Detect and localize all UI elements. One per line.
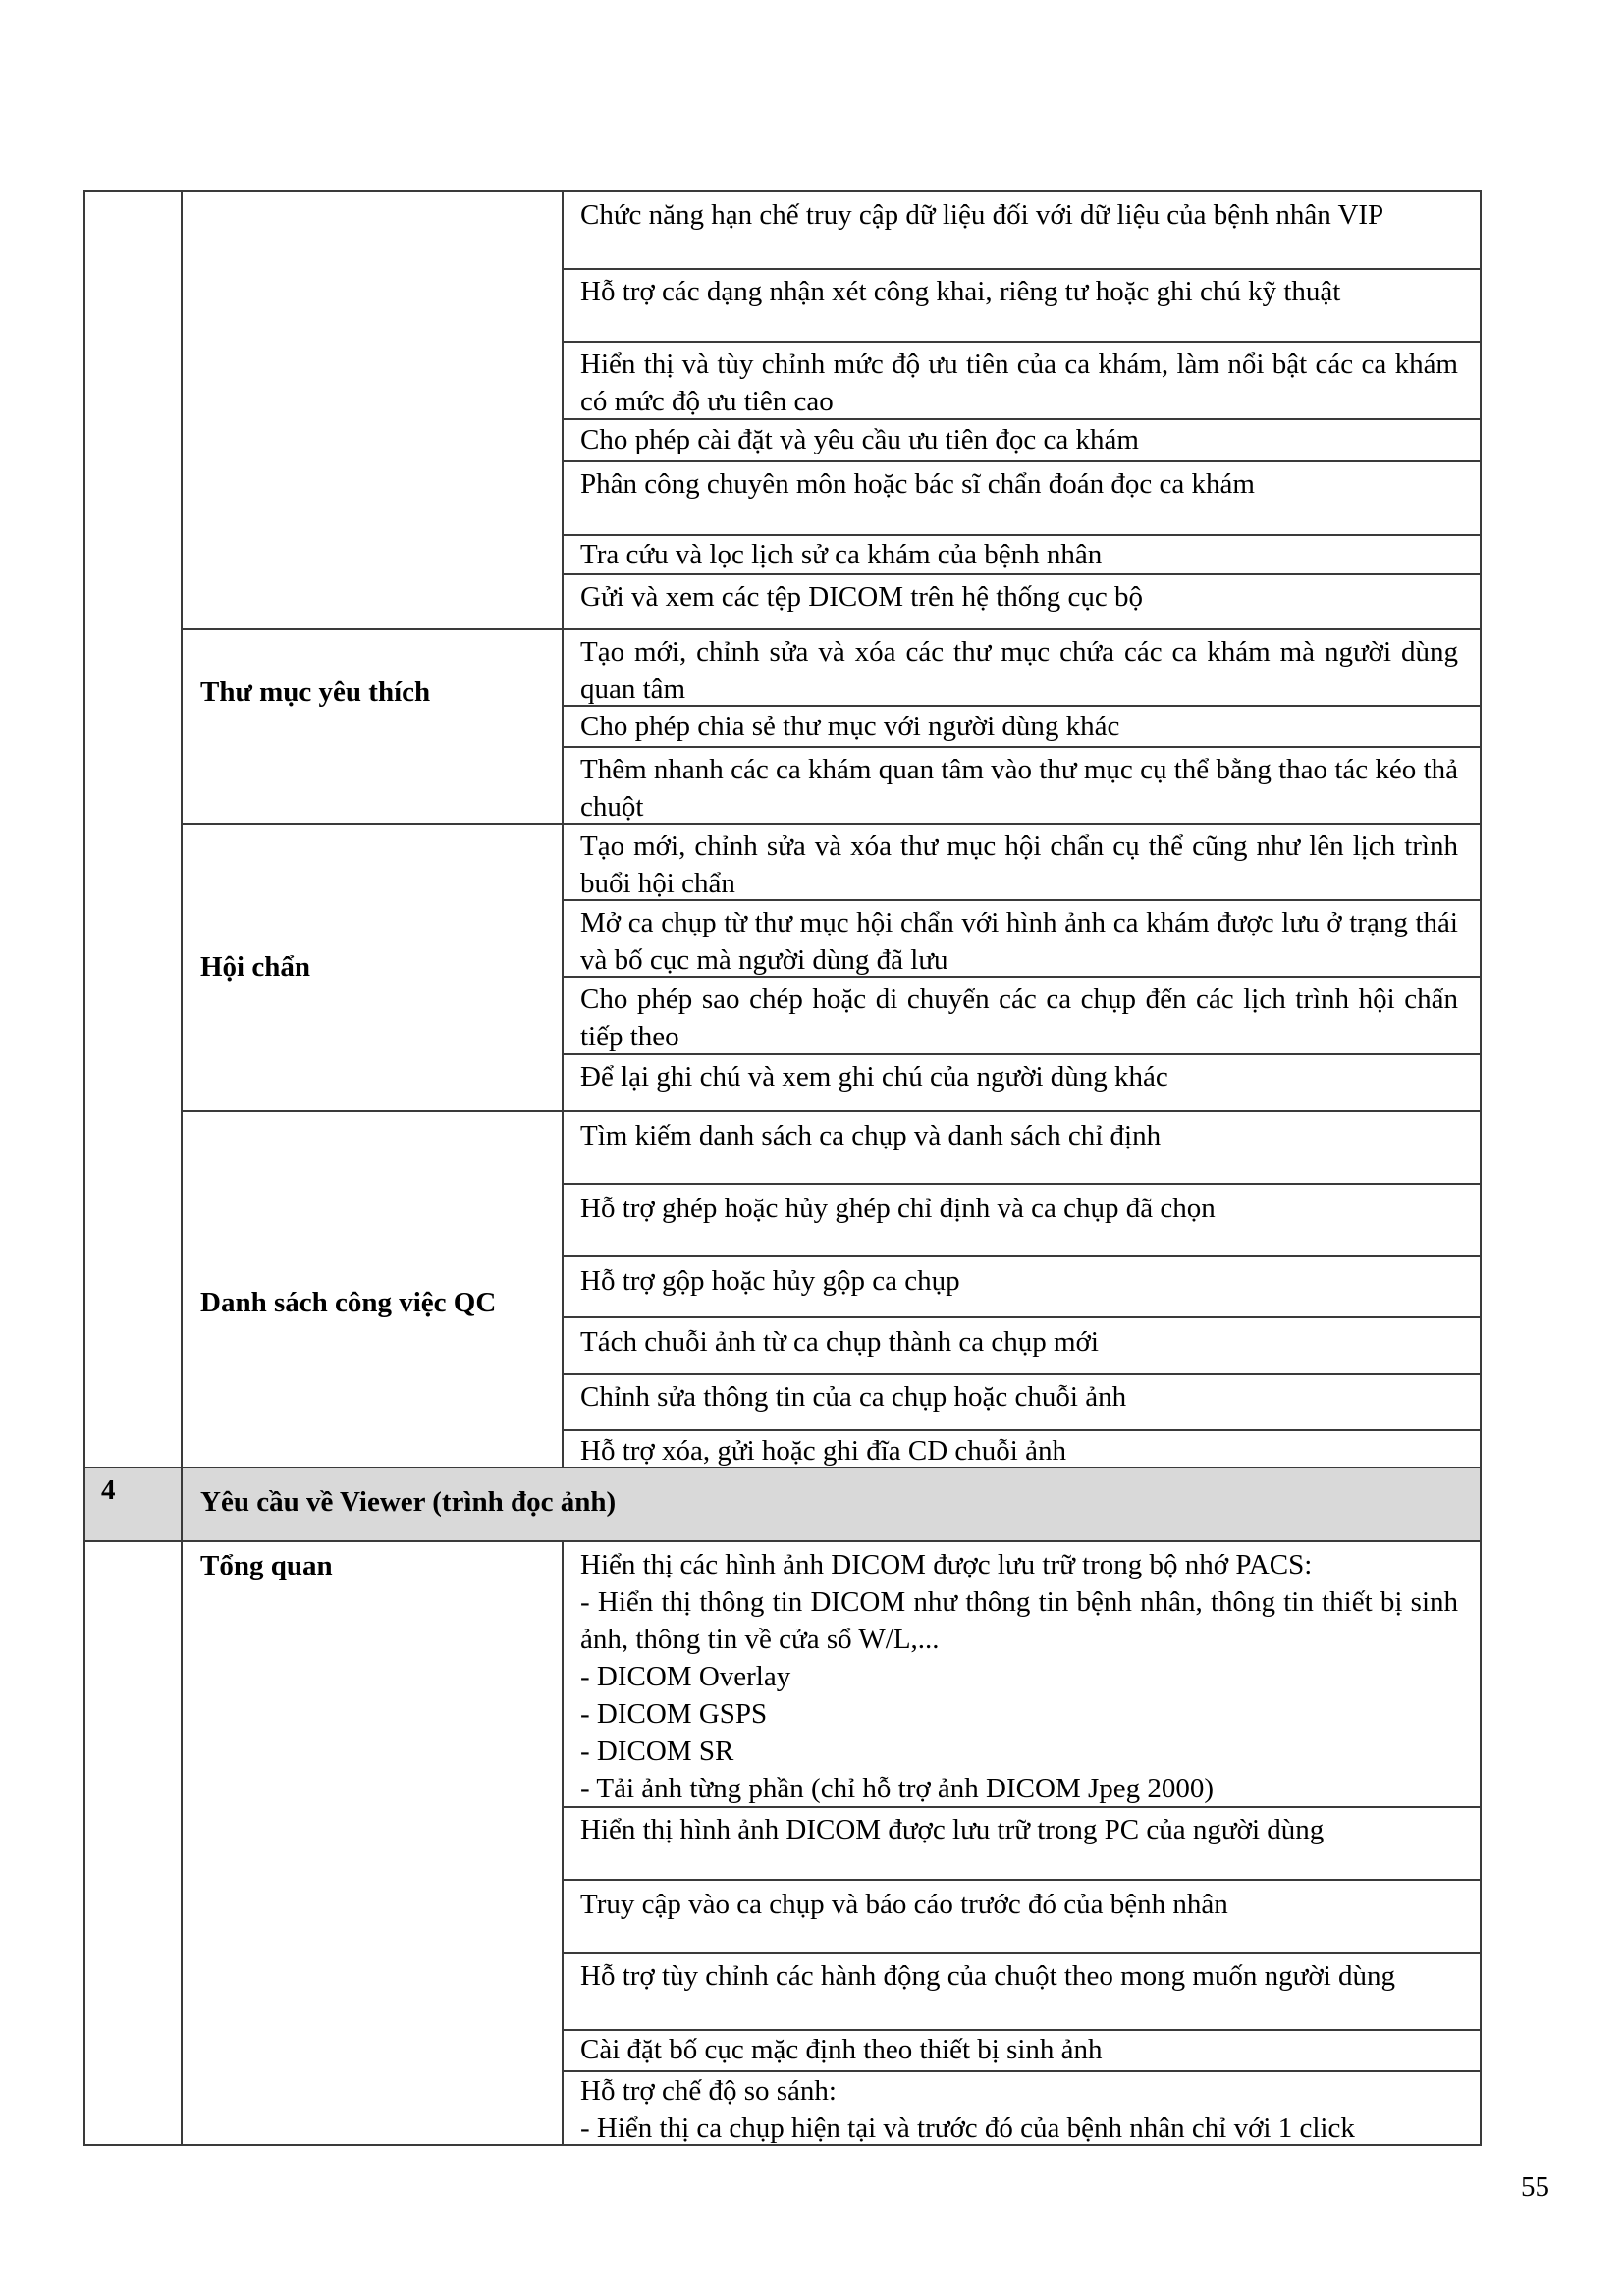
requirements-table bbox=[83, 190, 1482, 2146]
requirement-text: Truy cập vào ca chụp và báo cáo trước đó của bệnh nhân bbox=[580, 1889, 1228, 1920]
requirement-cell bbox=[565, 461, 1466, 535]
requirement-text: Hỗ trợ ghép hoặc hủy ghép chỉ định và ca chụp đã chọn bbox=[580, 1193, 1216, 1224]
requirement-cell bbox=[565, 535, 1466, 574]
feature-label-qc-worklist: Danh sách công việc QC bbox=[200, 1287, 497, 1318]
requirement-text: Cho phép sao chép hoặc di chuyển các ca chụp đến các lịch trình hội chẩn tiếp theo bbox=[580, 984, 1458, 1052]
requirement-text: Thêm nhanh các ca khám quan tâm vào thư mục cụ thể bằng thao tác kéo thả chuột bbox=[580, 754, 1458, 823]
requirement-cell bbox=[565, 574, 1466, 629]
requirement-text: Cài đặt bố cục mặc định theo thiết bị sinh ảnh bbox=[580, 2034, 1103, 2065]
requirement-text: Tạo mới, chỉnh sửa và xóa thư mục hội chẩn cụ thể cũng như lên lịch trình buổi hội chẩn bbox=[580, 830, 1458, 899]
requirement-cell bbox=[565, 1256, 1466, 1317]
requirement-cell bbox=[565, 1111, 1466, 1184]
requirement-text: Phân công chuyên môn hoặc bác sĩ chẩn đoán đọc ca khám bbox=[580, 468, 1255, 500]
requirement-cell bbox=[565, 629, 1466, 706]
section-title: Yêu cầu về Viewer (trình đọc ảnh) bbox=[200, 1486, 617, 1518]
requirement-cell bbox=[565, 706, 1466, 747]
requirement-cell bbox=[565, 2030, 1466, 2071]
requirement-text: Tìm kiếm danh sách ca chụp và danh sách chỉ định bbox=[580, 1120, 1162, 1151]
requirement-text: Tra cứu và lọc lịch sử ca khám của bệnh nhân bbox=[580, 539, 1103, 570]
requirement-text: Hiển thị và tùy chỉnh mức độ ưu tiên của ca khám, làm nổi bật các ca khám có mức độ ưu tiên cao bbox=[580, 348, 1458, 417]
section-col-divider bbox=[181, 1468, 183, 1542]
requirement-cell bbox=[565, 824, 1466, 900]
requirement-cell bbox=[565, 1430, 1466, 1468]
requirement-text: Hỗ trợ chế độ so sánh: - Hiển thị ca chụp hiện tại và trước đó của bệnh nhân chỉ với 1 click bbox=[580, 2075, 1355, 2144]
requirement-cell bbox=[565, 977, 1466, 1054]
requirement-cell bbox=[565, 1880, 1466, 1954]
requirement-cell bbox=[565, 1953, 1466, 2030]
column-divider-1b bbox=[181, 1468, 183, 2146]
requirement-cell bbox=[565, 747, 1466, 824]
column-divider-2b bbox=[562, 1542, 564, 2146]
requirement-text: Hỗ trợ các dạng nhận xét công khai, riêng tư hoặc ghi chú kỹ thuật bbox=[580, 276, 1341, 307]
feature-label-overview: Tổng quan bbox=[200, 1550, 333, 1581]
column-divider-1 bbox=[181, 192, 183, 1468]
requirement-text: Hiển thị hình ảnh DICOM được lưu trữ trong PC của người dùng bbox=[580, 1814, 1325, 1845]
requirement-cell bbox=[565, 1542, 1466, 1807]
requirement-text: Tạo mới, chỉnh sửa và xóa các thư mục chứa các ca khám mà người dùng quan tâm bbox=[580, 636, 1458, 705]
requirement-cell bbox=[565, 900, 1466, 977]
requirement-text: Mở ca chụp từ thư mục hội chẩn với hình ảnh ca khám được lưu ở trạng thái và bố cục mà người dùng đã lưu bbox=[580, 907, 1458, 976]
requirement-text: Chức năng hạn chế truy cập dữ liệu đối với dữ liệu của bệnh nhân VIP bbox=[580, 199, 1384, 231]
section-header-row bbox=[85, 1468, 1480, 1542]
requirement-cell bbox=[565, 1317, 1466, 1374]
requirement-text: Cho phép chia sẻ thư mục với người dùng khác bbox=[580, 711, 1120, 742]
requirement-cell bbox=[565, 269, 1466, 342]
requirement-cell bbox=[565, 1807, 1466, 1880]
feature-label-consultation: Hội chẩn bbox=[200, 951, 310, 983]
requirement-text: Hiển thị các hình ảnh DICOM được lưu trữ trong bộ nhớ PACS: - Hiển thị thông tin DICOM như thông tin bệnh nhân, thông tin thiết bị sinh ảnh, thông tin về cửa sổ W/L,... - DICOM Overlay - DICOM GSPS - DICOM SR - Tải ảnh từng phần (chỉ hỗ trợ ảnh DICOM Jpeg 2000) bbox=[580, 1549, 1458, 1804]
requirement-cell bbox=[565, 192, 1466, 269]
requirement-text: Cho phép cài đặt và yêu cầu ưu tiên đọc ca khám bbox=[580, 424, 1139, 455]
requirement-text: Gửi và xem các tệp DICOM trên hệ thống cục bộ bbox=[580, 581, 1143, 613]
requirement-cell bbox=[565, 1054, 1466, 1111]
requirement-text: Hỗ trợ tùy chỉnh các hành động của chuột theo mong muốn người dùng bbox=[580, 1960, 1396, 1992]
requirement-text: Để lại ghi chú và xem ghi chú của người dùng khác bbox=[580, 1061, 1168, 1093]
column-divider-2 bbox=[562, 192, 564, 1468]
section-number: 4 bbox=[101, 1474, 116, 1506]
requirement-cell bbox=[565, 342, 1466, 419]
requirement-cell bbox=[565, 2071, 1466, 2146]
requirement-cell bbox=[565, 1184, 1466, 1256]
requirement-cell bbox=[565, 419, 1466, 461]
feature-label-favorites: Thư mục yêu thích bbox=[200, 676, 431, 708]
requirement-text: Hỗ trợ xóa, gửi hoặc ghi đĩa CD chuỗi ảnh bbox=[580, 1435, 1066, 1467]
requirement-cell bbox=[565, 1374, 1466, 1430]
page-number: 55 bbox=[1521, 2171, 1549, 2203]
requirement-text: Tách chuỗi ảnh từ ca chụp thành ca chụp mới bbox=[580, 1326, 1099, 1358]
requirement-text: Hỗ trợ gộp hoặc hủy gộp ca chụp bbox=[580, 1265, 960, 1297]
requirement-text: Chỉnh sửa thông tin của ca chụp hoặc chuỗi ảnh bbox=[580, 1381, 1127, 1413]
